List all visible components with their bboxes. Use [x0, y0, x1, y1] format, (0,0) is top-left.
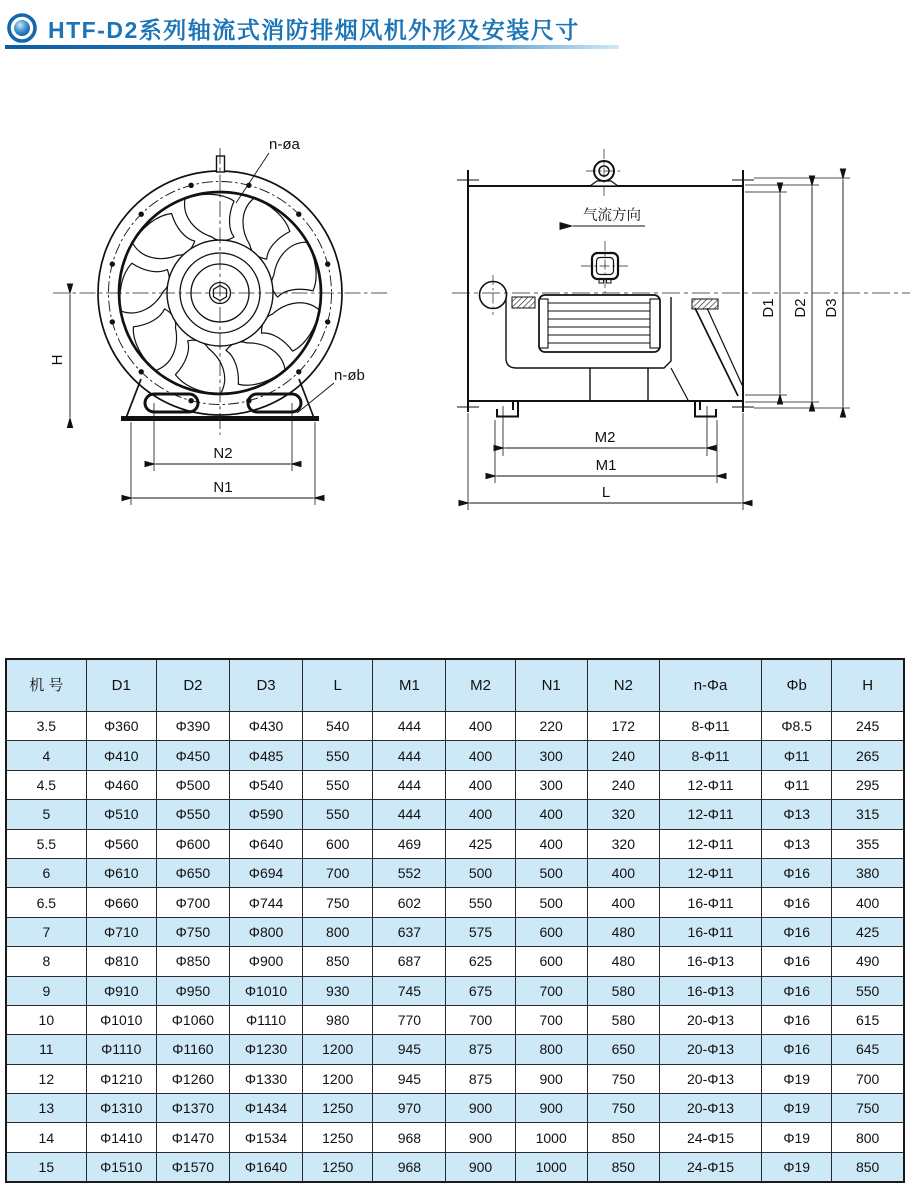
table-cell: Φ410: [86, 741, 156, 770]
table-cell: Φ16: [762, 1005, 832, 1034]
table-cell: 400: [446, 741, 515, 770]
table-cell: 1250: [303, 1123, 373, 1152]
table-cell: Φ900: [229, 947, 302, 976]
table-cell: 12-Φ11: [659, 829, 761, 858]
table-cell: 6: [6, 858, 86, 887]
table-cell: 16-Φ11: [659, 917, 761, 946]
table-cell: 600: [515, 947, 587, 976]
table-cell: Φ1230: [229, 1035, 302, 1064]
airflow-label: 气流方向: [583, 208, 641, 224]
table-cell: Φ1434: [229, 1094, 302, 1123]
table-cell: 900: [515, 1094, 587, 1123]
table-cell: 3.5: [6, 712, 86, 741]
table-cell: 444: [373, 741, 446, 770]
table-cell: 13: [6, 1094, 86, 1123]
table-row: [6, 741, 904, 770]
table-cell: 900: [446, 1152, 515, 1182]
column-header: D1: [86, 659, 156, 712]
column-header: Φb: [762, 659, 832, 712]
table-cell: Φ1110: [229, 1005, 302, 1034]
table-cell: 770: [373, 1005, 446, 1034]
table-cell: 400: [515, 829, 587, 858]
table-cell: Φ13: [762, 800, 832, 829]
table-cell: Φ500: [156, 770, 229, 799]
table-cell: Φ710: [86, 917, 156, 946]
table-cell: 550: [303, 741, 373, 770]
table-header: [6, 659, 904, 712]
table-cell: Φ19: [762, 1123, 832, 1152]
dim-M2-label: M2: [594, 429, 616, 446]
table-cell: 900: [446, 1123, 515, 1152]
table-row: [6, 1035, 904, 1064]
table-cell: 700: [303, 858, 373, 887]
table-row: [6, 1152, 904, 1182]
table-cell: 469: [373, 829, 446, 858]
column-header: M2: [446, 659, 515, 712]
dim-N1: [131, 422, 315, 505]
table-cell: 1250: [303, 1152, 373, 1182]
table-cell: 480: [587, 917, 659, 946]
table-cell: Φ19: [762, 1064, 832, 1093]
table-cell: 700: [446, 1005, 515, 1034]
table-cell: Φ16: [762, 858, 832, 887]
table-cell: 300: [515, 741, 587, 770]
table-cell: 16-Φ11: [659, 888, 761, 917]
table-cell: 550: [303, 770, 373, 799]
table-row: [6, 976, 904, 1005]
table-cell: Φ1534: [229, 1123, 302, 1152]
table-cell: 7: [6, 917, 86, 946]
dim-N1-label: N1: [213, 479, 233, 496]
column-header: 机 号: [6, 659, 86, 712]
dim-D1: [745, 192, 787, 395]
table-cell: 850: [587, 1152, 659, 1182]
table-cell: Φ910: [86, 976, 156, 1005]
table-cell: 15: [6, 1152, 86, 1182]
table-cell: Φ430: [229, 712, 302, 741]
dim-H-label: H: [49, 354, 66, 366]
table-cell: 930: [303, 976, 373, 1005]
table-cell: 945: [373, 1035, 446, 1064]
label-n-oa: n-øa: [269, 136, 300, 153]
table-cell: Φ19: [762, 1094, 832, 1123]
table-cell: 550: [832, 976, 904, 1005]
table-cell: 220: [515, 712, 587, 741]
table-cell: 425: [832, 917, 904, 946]
table-cell: 444: [373, 770, 446, 799]
table-row: [6, 858, 904, 887]
table-cell: 700: [515, 1005, 587, 1034]
table-cell: 500: [446, 858, 515, 887]
table-cell: 700: [515, 976, 587, 1005]
feet: [497, 401, 716, 417]
table-row: [6, 947, 904, 976]
table-cell: 400: [832, 888, 904, 917]
table-cell: 425: [446, 829, 515, 858]
table-cell: 10: [6, 1005, 86, 1034]
table-cell: Φ510: [86, 800, 156, 829]
table-cell: 850: [587, 1123, 659, 1152]
table-cell: 875: [446, 1064, 515, 1093]
table-cell: Φ8.5: [762, 712, 832, 741]
table-cell: 8-Φ11: [659, 712, 761, 741]
table-cell: 1000: [515, 1123, 587, 1152]
table-cell: Φ550: [156, 800, 229, 829]
table-cell: Φ640: [229, 829, 302, 858]
table-cell: 1000: [515, 1152, 587, 1182]
table-row: [6, 829, 904, 858]
table-cell: 1250: [303, 1094, 373, 1123]
table-cell: 400: [587, 858, 659, 887]
table-cell: 320: [587, 829, 659, 858]
table-cell: 444: [373, 712, 446, 741]
table-cell: 12-Φ11: [659, 858, 761, 887]
table-cell: 675: [446, 976, 515, 1005]
table-cell: 750: [587, 1094, 659, 1123]
table-cell: 355: [832, 829, 904, 858]
mount-pad-left: [512, 297, 535, 308]
table-cell: Φ1640: [229, 1152, 302, 1182]
table-cell: Φ1060: [156, 1005, 229, 1034]
table-cell: 380: [832, 858, 904, 887]
table-cell: 400: [446, 770, 515, 799]
table-cell: Φ1110: [86, 1035, 156, 1064]
fan-front-view-drawing: [38, 130, 400, 522]
table-cell: 750: [832, 1094, 904, 1123]
table-cell: Φ11: [762, 741, 832, 770]
table-row: [6, 1005, 904, 1034]
table-cell: Φ1160: [156, 1035, 229, 1064]
table-cell: Φ660: [86, 888, 156, 917]
table-cell: 9: [6, 976, 86, 1005]
table-row: [6, 888, 904, 917]
table-cell: 320: [587, 800, 659, 829]
table-cell: 400: [515, 800, 587, 829]
table-cell: 850: [832, 1152, 904, 1182]
table-cell: Φ810: [86, 947, 156, 976]
table-cell: Φ750: [156, 917, 229, 946]
fan-side-view-drawing: [440, 130, 910, 522]
table-cell: 4: [6, 741, 86, 770]
table-cell: Φ850: [156, 947, 229, 976]
column-header: n-Φa: [659, 659, 761, 712]
table-cell: Φ1330: [229, 1064, 302, 1093]
table-cell: 1200: [303, 1064, 373, 1093]
table-cell: Φ744: [229, 888, 302, 917]
dim-L-label: L: [601, 484, 611, 501]
table-cell: Φ1010: [86, 1005, 156, 1034]
table-cell: Φ600: [156, 829, 229, 858]
table-cell: Φ1570: [156, 1152, 229, 1182]
table-cell: Φ694: [229, 858, 302, 887]
table-cell: 552: [373, 858, 446, 887]
table-cell: 602: [373, 888, 446, 917]
table-cell: Φ1470: [156, 1123, 229, 1152]
table-cell: 850: [303, 947, 373, 976]
table-cell: 5: [6, 800, 86, 829]
table-cell: 4.5: [6, 770, 86, 799]
table-cell: Φ19: [762, 1152, 832, 1182]
table-cell: Φ360: [86, 712, 156, 741]
table-body: [6, 712, 904, 1183]
table-row: [6, 1123, 904, 1152]
table-cell: 8-Φ11: [659, 741, 761, 770]
table-cell: 300: [515, 770, 587, 799]
column-header: D3: [229, 659, 302, 712]
table-cell: Φ16: [762, 976, 832, 1005]
table-cell: 24-Φ15: [659, 1152, 761, 1182]
dim-M2: [503, 406, 707, 456]
table-cell: 800: [303, 917, 373, 946]
label-n-ob: n-øb: [334, 367, 365, 384]
table-cell: 490: [832, 947, 904, 976]
table-cell: 540: [303, 712, 373, 741]
table-cell: Φ540: [229, 770, 302, 799]
table-cell: 24-Φ15: [659, 1123, 761, 1152]
table-cell: 480: [587, 947, 659, 976]
table-cell: Φ1260: [156, 1064, 229, 1093]
airflow-direction: [573, 207, 645, 226]
table-cell: 800: [832, 1123, 904, 1152]
table-cell: 16-Φ13: [659, 976, 761, 1005]
table-cell: 11: [6, 1035, 86, 1064]
table-cell: 900: [515, 1064, 587, 1093]
table-cell: 8: [6, 947, 86, 976]
table-cell: Φ560: [86, 829, 156, 858]
mount-pad-right: [692, 299, 718, 309]
column-header: L: [303, 659, 373, 712]
table-cell: 600: [515, 917, 587, 946]
table-cell: 968: [373, 1152, 446, 1182]
table-cell: Φ16: [762, 888, 832, 917]
table-cell: 980: [303, 1005, 373, 1034]
table-cell: 172: [587, 712, 659, 741]
table-cell: 650: [587, 1035, 659, 1064]
table-cell: 875: [446, 1035, 515, 1064]
table-cell: 575: [446, 917, 515, 946]
table-row: [6, 1064, 904, 1093]
dim-N2-label: N2: [213, 445, 233, 462]
table-cell: Φ1510: [86, 1152, 156, 1182]
column-header: N2: [587, 659, 659, 712]
table-cell: 20-Φ13: [659, 1035, 761, 1064]
table-cell: Φ11: [762, 770, 832, 799]
table-cell: 444: [373, 800, 446, 829]
table-cell: 295: [832, 770, 904, 799]
table-cell: 6.5: [6, 888, 86, 917]
top-bolt: [217, 156, 225, 172]
column-header: H: [832, 659, 904, 712]
table-cell: Φ1370: [156, 1094, 229, 1123]
table-cell: 20-Φ13: [659, 1064, 761, 1093]
table-cell: Φ700: [156, 888, 229, 917]
table-row: [6, 917, 904, 946]
table-cell: 637: [373, 917, 446, 946]
table-cell: 687: [373, 947, 446, 976]
dim-H: [49, 295, 70, 418]
dim-D3-label: D3: [823, 298, 840, 318]
table-cell: 615: [832, 1005, 904, 1034]
motor: [539, 295, 660, 352]
table-cell: Φ1410: [86, 1123, 156, 1152]
table-cell: 500: [515, 858, 587, 887]
column-header: M1: [373, 659, 446, 712]
table-cell: 600: [303, 829, 373, 858]
dim-D2-label: D2: [792, 298, 809, 318]
table-cell: Φ16: [762, 947, 832, 976]
table-cell: 645: [832, 1035, 904, 1064]
table-cell: Φ16: [762, 917, 832, 946]
table-cell: Φ16: [762, 1035, 832, 1064]
table-cell: 700: [832, 1064, 904, 1093]
table-cell: 1200: [303, 1035, 373, 1064]
table-cell: 12-Φ11: [659, 800, 761, 829]
table-cell: 550: [446, 888, 515, 917]
table-cell: Φ485: [229, 741, 302, 770]
table-cell: Φ1210: [86, 1064, 156, 1093]
table-cell: 12-Φ11: [659, 770, 761, 799]
table-cell: Φ650: [156, 858, 229, 887]
table-cell: 16-Φ13: [659, 947, 761, 976]
table-cell: 625: [446, 947, 515, 976]
table-cell: 400: [446, 800, 515, 829]
table-cell: Φ950: [156, 976, 229, 1005]
table-cell: Φ1310: [86, 1094, 156, 1123]
table-cell: 968: [373, 1123, 446, 1152]
table-cell: 400: [446, 712, 515, 741]
table-cell: 240: [587, 770, 659, 799]
table-cell: Φ800: [229, 917, 302, 946]
table-cell: 265: [832, 741, 904, 770]
table-row: [6, 1094, 904, 1123]
table-cell: 14: [6, 1123, 86, 1152]
table-cell: 20-Φ13: [659, 1094, 761, 1123]
spec-table: [5, 658, 905, 1183]
page-header: [6, 8, 906, 48]
table-cell: 580: [587, 976, 659, 1005]
table-cell: 20-Φ13: [659, 1005, 761, 1034]
table-cell: 945: [373, 1064, 446, 1093]
table-cell: 245: [832, 712, 904, 741]
table-cell: 800: [515, 1035, 587, 1064]
table-cell: 550: [303, 800, 373, 829]
table-cell: Φ610: [86, 858, 156, 887]
table-cell: 500: [515, 888, 587, 917]
table-cell: Φ1010: [229, 976, 302, 1005]
table-row: [6, 712, 904, 741]
table-cell: 970: [373, 1094, 446, 1123]
table-cell: 750: [303, 888, 373, 917]
table-cell: 900: [446, 1094, 515, 1123]
table-cell: Φ460: [86, 770, 156, 799]
table-cell: 315: [832, 800, 904, 829]
table-cell: 12: [6, 1064, 86, 1093]
spec-table-section: [5, 658, 905, 1183]
bullseye-icon: [6, 12, 38, 44]
table-cell: Φ590: [229, 800, 302, 829]
table-row: [6, 800, 904, 829]
column-header: N1: [515, 659, 587, 712]
table-row: [6, 770, 904, 799]
column-header: D2: [156, 659, 229, 712]
table-cell: 745: [373, 976, 446, 1005]
table-cell: Φ390: [156, 712, 229, 741]
dim-D1-label: D1: [760, 298, 777, 318]
dim-D2: [745, 185, 819, 402]
dim-M1-label: M1: [595, 457, 617, 474]
table-cell: 580: [587, 1005, 659, 1034]
table-cell: 400: [587, 888, 659, 917]
table-cell: Φ13: [762, 829, 832, 858]
table-cell: 5.5: [6, 829, 86, 858]
table-cell: 750: [587, 1064, 659, 1093]
title-underline: [5, 45, 619, 49]
table-cell: Φ450: [156, 741, 229, 770]
page-title: HTF-D2系列轴流式消防排烟风机外形及安装尺寸: [48, 16, 580, 43]
table-cell: 240: [587, 741, 659, 770]
